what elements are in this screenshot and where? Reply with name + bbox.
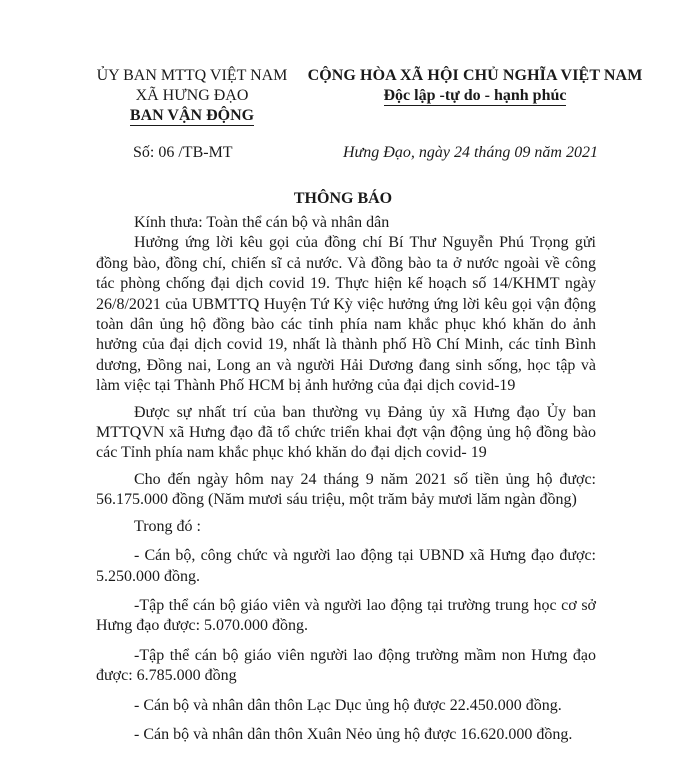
paragraph-total: Cho đến ngày hôm nay 24 tháng 9 năm 2021 số tiền ủng hộ được: 56.175.000 đồng (Năm mươi sáu triệu, một trăm bảy mươi lăm ngàn đồng) bbox=[96, 470, 596, 509]
nation-name: CỘNG HÒA XÃ HỘI CHỦ NGHĨA VIỆT NAM bbox=[307, 67, 643, 84]
document-body bbox=[96, 213, 596, 745]
contribution-item: - Cán bộ và nhân dân thôn Lạc Dục ủng hộ được 22.450.000 đồng. bbox=[134, 696, 562, 714]
national-motto-text: Độc lập -tự do - hạnh phúc bbox=[383, 87, 567, 104]
org-line-3-text: BAN VẬN ĐỘNG bbox=[129, 107, 255, 124]
greeting: Kính thưa: Toàn thể cán bộ và nhân dân bbox=[134, 214, 390, 231]
document-number: Số: 06 /TB-MT bbox=[133, 144, 233, 161]
org-line-2: XÃ HƯNG ĐẠO bbox=[135, 87, 249, 104]
document-date: Hưng Đạo, ngày 24 tháng 09 năm 2021 bbox=[343, 144, 598, 161]
contribution-item: - Cán bộ, công chức và người lao động tại UBND xã Hưng đạo được: 5.250.000 đồng. bbox=[96, 547, 596, 585]
contribution-item: -Tập thể cán bộ giáo viên và người lao động tại trường trung học cơ sở Hưng đạo được: 5.070.000 đồng. bbox=[96, 596, 596, 635]
paragraph-intro: Hưởng ứng lời kêu gọi của đồng chí Bí Thư Nguyễn Phú Trọng gửi đồng bào, đồng chí, chiến sĩ cả nước. Và đồng bào ta ở nước ngoài về công tác phòng chống đại dịch covid 19. Thực hiện kế hoạch số 14/KHMT ngày 26/8/2021 của UBMTTQ Huyện Tứ Kỳ việc hưởng ứng lời kêu gọi vận động toàn dân ủng hộ đồng bào các tỉnh phía nam khắc phục khó khăn do ảnh hưởng của đại dịch covid 19, nhất là thành phố Hồ Chí Minh, các tỉnh Bình dương, Đồng nai, Long an và người Hải Dương đang sinh sống, học tập và làm việc tại Thành Phố HCM bị ảnh hưởng của đại dịch covid-19 bbox=[96, 234, 596, 395]
document-title: THÔNG BÁO bbox=[293, 190, 393, 207]
contribution-item: - Cán bộ và nhân dân thôn Xuân Nẻo ủng hộ được 16.620.000 đồng. bbox=[134, 725, 573, 743]
paragraph-breakdown-heading: Trong đó : bbox=[134, 517, 201, 535]
org-line-3 bbox=[88, 106, 296, 126]
national-header bbox=[300, 66, 650, 106]
org-line-1: ỦY BAN MTTQ VIỆT NAM bbox=[96, 67, 288, 84]
national-motto bbox=[300, 86, 650, 106]
issuing-organization bbox=[88, 66, 296, 126]
paragraph-approval: Được sự nhất trí của ban thường vụ Đảng ủy xã Hưng đạo Ủy ban MTTQVN xã Hưng đạo đã tổ chức triển khai đợt vận động ủng hộ đồng bào các Tỉnh phía nam khắc phục khó khăn do đại dịch covid- 19 bbox=[96, 403, 596, 462]
contribution-item: -Tập thể cán bộ giáo viên người lao động trường mầm non Hưng đạo được: 6.785.000 đồng bbox=[96, 646, 596, 685]
